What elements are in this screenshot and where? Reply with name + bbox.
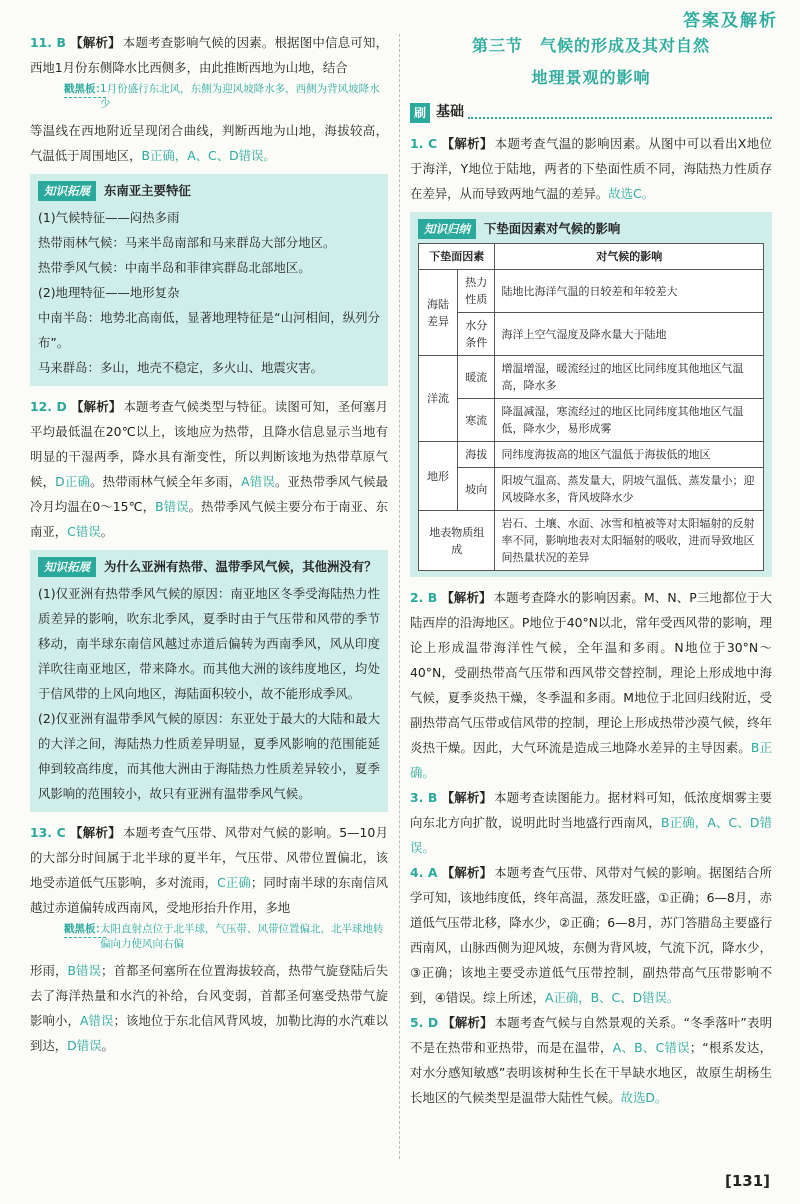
question-2 [410, 585, 772, 785]
analysis-tag: 【解析】 [441, 790, 493, 805]
box-line: 热带季风气候：中南半岛和菲律宾群岛北部地区。 [38, 260, 311, 275]
knowledge-badge: 知识拓展 [38, 181, 96, 201]
knowledge-box-asia-monsoon [30, 550, 388, 812]
analysis-text: 本题考查气候类型与特征。读图可知，圣何塞月平均最低温在20℃以上，该地应为热带，且降水信息显示当地有明显的干湿两季，降水具有渐变性，所以判断该地为热带草原气候， [30, 399, 389, 489]
knowledge-badge: 知识拓展 [38, 557, 96, 577]
group-cell: 地形 [419, 442, 458, 511]
blackboard-note [64, 922, 388, 952]
question-3 [410, 785, 772, 860]
analysis-text: ；该地位于东北信风背风坡，加勒比海的水汽难以到达， [30, 1013, 389, 1053]
header-title: 答案及解析 [683, 11, 778, 31]
analysis-tag: 【解析】 [69, 35, 121, 50]
table-row [419, 442, 764, 468]
basics-badge: 刷 [410, 103, 430, 123]
answer-text: B错误 [155, 499, 189, 514]
answer-text: C正确 [217, 875, 251, 890]
analysis-text: 本题考查影响气候的因素。根据图中信息可知，西地1月份东侧降水比西侧多，由此推断西地为山地，结合 [30, 35, 389, 75]
column-divider [399, 34, 400, 1159]
column-header: 下垫面因素 [419, 244, 495, 270]
analysis-tag: 【解析】 [441, 865, 493, 880]
knowledge-badge: 知识归纳 [418, 219, 476, 239]
note-text: 太阳直射点位于北半球，气压带、风带位置偏北，北半球地转偏向力使风向右偏 [100, 923, 384, 950]
question-5 [410, 1010, 772, 1110]
question-13-cont [30, 958, 388, 1058]
answer-text: D错误 [67, 1038, 102, 1053]
answer-text: B正确，A、C、D错误。 [141, 148, 276, 163]
factor-cell: 暖流 [458, 356, 495, 399]
box-line: (2)地理特征——地形复杂 [38, 285, 180, 300]
box-title: 为什么亚洲有热带、温带季风气候，其他洲没有？ [104, 559, 377, 574]
effect-cell: 降温减湿，寒流经过的地区比同纬度其他地区气温低，降水少，易形成雾 [495, 399, 764, 442]
knowledge-box-southeast-asia [30, 174, 388, 386]
effect-cell: 增温增湿，暖流经过的地区比同纬度其他地区气温高，降水多 [495, 356, 764, 399]
analysis-text: 。 [100, 524, 113, 539]
dotted-rule [468, 107, 772, 119]
answer-text: C错误 [67, 524, 101, 539]
analysis-text: 。亚热带季风气候最冷月均温在0～15℃， [30, 474, 389, 514]
analysis-text: 形雨， [30, 963, 68, 978]
box-title: 下垫面因素对气候的影响 [484, 221, 621, 236]
answer-text: A、B、C错误 [612, 1040, 690, 1055]
group-cell: 地表物质组成 [419, 511, 495, 571]
analysis-text: 等温线在西地附近呈现闭合曲线，判断西地为山地，海拔较高，气温低于周围地区， [30, 123, 388, 163]
box-paragraph: (1)仅亚洲有热带季风气候的原因：南亚地区冬季受海陆热力性质差异的影响，吹东北季风，夏季时由于气压带和风带的季节移动，南半球东南信风越过赤道后偏转为西南季风，风从印度洋吹往南亚地区，带来降水。而其他大洲的该纬度地区，均处于信风带的上风向地区，海陆面积较小，故不能形成季风。 [38, 586, 380, 701]
table-row [419, 313, 764, 356]
question-number: 11. B [30, 35, 66, 50]
question-number: 1. C [410, 136, 438, 151]
analysis-text: 。热带季风气候主要分布于南亚、东南亚， [30, 499, 388, 539]
box-line: (1)气候特征——闷热多雨 [38, 210, 180, 225]
answer-text: A错误 [241, 474, 275, 489]
analysis-text: 本题考查降水的影响因素。M、N、P三地都位于大陆西岸的沿海地区。P地位于40°N以北，常年受西风带的影响，理论上形成温带海洋性气候，全年温和多雨。N地位于30°N～40°N，受副热带高气压带和西风带交替控制，理论上形成地中海气候，夏季炎热干燥，冬季温和多雨。M地位于北回归线附近，受副热带高气压带或信风带的控制，理论上形成热带沙漠气候，终年炎热干燥。因此，大气环流是造成三地降水差异的主导因素。 [410, 590, 772, 755]
note-text: 1月份盛行东北风，东侧为迎风坡降水多，西侧为背风坡降水少 [100, 83, 380, 110]
analysis-tag: 【解析】 [70, 399, 122, 414]
answer-text: B正确。 [410, 740, 772, 780]
box-line: 马来群岛：多山，地壳不稳定，多火山、地震灾害。 [38, 360, 323, 375]
question-11 [30, 30, 388, 80]
effect-cell: 阳坡气温高、蒸发量大，阴坡气温低、蒸发量小；迎风坡降水多，背风坡降水少 [495, 468, 764, 511]
analysis-text: 本题考查气候与自然景观的关系。“冬季落叶”表明不是在热带和亚热带，而是在温带， [410, 1015, 772, 1055]
analysis-text: 本题考查气温的影响因素。从图中可以看出X地位于海洋，Y地位于陆地，两者的下垫面性质不同，海陆热力性质存在差异，从而导致两地气温的差异。 [410, 136, 773, 201]
section-title [410, 30, 772, 94]
analysis-tag: 【解析】 [442, 1015, 493, 1030]
question-13 [30, 820, 388, 920]
question-number: 13. C [30, 825, 66, 840]
note-label: 戳黑板： [64, 82, 106, 98]
analysis-text: 。 [101, 1038, 114, 1053]
knowledge-box-underlying-surface [410, 212, 772, 577]
page-number: [131] [724, 1172, 770, 1190]
table-row [419, 356, 764, 399]
blackboard-note [64, 82, 388, 112]
table-row [419, 270, 764, 313]
box-paragraph: (2)仅亚洲有温带季风气候的原因：东亚处于最大的大陆和最大的大洋之间，海陆热力性质差异明显，夏季风影响的范围能延伸到较高纬度，而其他大洲由于海陆热力性质差异较小，夏季风影响的范围较小，故只有亚洲有温带季风气候。 [38, 711, 380, 801]
page-number-value: 131 [731, 1172, 764, 1190]
answer-text: 故选D。 [620, 1090, 668, 1105]
table-row [419, 511, 764, 571]
group-cell: 海陆差异 [419, 270, 458, 356]
question-11-cont [30, 118, 388, 168]
analysis-text: ；同时南半球的东南信风越过赤道偏转成西南风，受地形抬升作用，多地 [30, 875, 389, 915]
question-number: 2. B [410, 590, 438, 605]
note-label: 戳黑板： [64, 922, 106, 938]
section-title-line: 地理景观的影响 [531, 68, 651, 87]
question-1 [410, 131, 772, 206]
section-title-line: 第三节 气候的形成及其对自然 [471, 36, 710, 55]
box-line: 中南半岛：地势北高南低，显著地理特征是“山河相间，纵列分布”。 [38, 310, 380, 350]
answer-text: D正确 [55, 474, 91, 489]
question-number: 3. B [410, 790, 438, 805]
answer-text: B错误 [67, 963, 102, 978]
analysis-text: ；首都圣何塞所在位置海拔较高，热带气旋登陆后失去了海洋热量和水汽的补给，台风变弱，首都圣何塞受热带气旋影响小， [30, 963, 389, 1028]
analysis-text: 。热带雨林气候全年多雨， [90, 474, 242, 489]
analysis-text: 本题考查气压带、风带对气候的影响。5—10月的大部分时间属于北半球的夏半年，气压带、风带位置偏北，该地受赤道低气压影响，多对流雨， [30, 825, 389, 890]
right-column [410, 30, 772, 1110]
effect-cell: 陆地比海洋气温的日较差和年较差大 [495, 270, 764, 313]
question-number: 5. D [410, 1015, 439, 1030]
factor-cell: 海拔 [458, 442, 495, 468]
effect-cell: 同纬度海拔高的地区气温低于海拔低的地区 [495, 442, 764, 468]
table-header-row [419, 244, 764, 270]
question-number: 12. D [30, 399, 67, 414]
box-title: 东南亚主要特征 [104, 183, 191, 198]
factor-cell: 寒流 [458, 399, 495, 442]
effect-cell: 海洋上空气湿度及降水量大于陆地 [495, 313, 764, 356]
answer-text: A正确，B、C、D错误。 [545, 990, 680, 1005]
table-row [419, 399, 764, 442]
question-4 [410, 860, 772, 1010]
analysis-tag: 【解析】 [69, 825, 121, 840]
table-row [419, 468, 764, 511]
answer-text: 故选C。 [608, 186, 655, 201]
analysis-tag: 【解析】 [441, 590, 492, 605]
question-number: 4. A [410, 865, 438, 880]
column-header: 对气候的影响 [495, 244, 764, 270]
effect-cell: 岩石、土壤、水面、冰雪和植被等对太阳辐射的反射率不同，影响地表对太阳辐射的吸收，进而导致地区间热量状况的差异 [495, 511, 764, 571]
group-cell: 洋流 [419, 356, 458, 442]
factor-cell: 水分条件 [458, 313, 495, 356]
factor-cell: 热力性质 [458, 270, 495, 313]
analysis-tag: 【解析】 [441, 136, 493, 151]
basics-heading [410, 100, 772, 125]
left-column [30, 30, 388, 1058]
answer-text: A错误 [79, 1013, 114, 1028]
answer-text: B正确，A、C、D错误。 [410, 815, 773, 855]
basics-word: 基础 [436, 104, 465, 120]
underlying-surface-table [418, 243, 764, 571]
analysis-text: ；“根系发达，对水分感知敏感”表明该树种生长在干旱缺水地区，故原生胡杨生长地区的气候类型是温带大陆性气候。 [410, 1040, 772, 1105]
analysis-text: 本题考查气压带、风带对气候的影响。据图结合所学可知，该地纬度低，终年高温，蒸发旺盛，①正确；6—8月，赤道低气压带北移，降水少，②正确；6—8月，苏门答腊岛主要盛行西南风，山脉西侧为迎风坡，东侧为背风坡，气流下沉，降水少，③正确；该地主要受赤道低气压带控制，副热带高气压带影响不到，④错误。综上所述， [410, 865, 773, 1005]
question-12 [30, 394, 388, 544]
box-line: 热带雨林气候：马来半岛南部和马来群岛大部分地区。 [38, 235, 336, 250]
factor-cell: 坡向 [458, 468, 495, 511]
analysis-text: 本题考查读图能力。据材料可知，低浓度烟雾主要向东北方向扩散，说明此时当地盛行西南风， [410, 790, 772, 830]
